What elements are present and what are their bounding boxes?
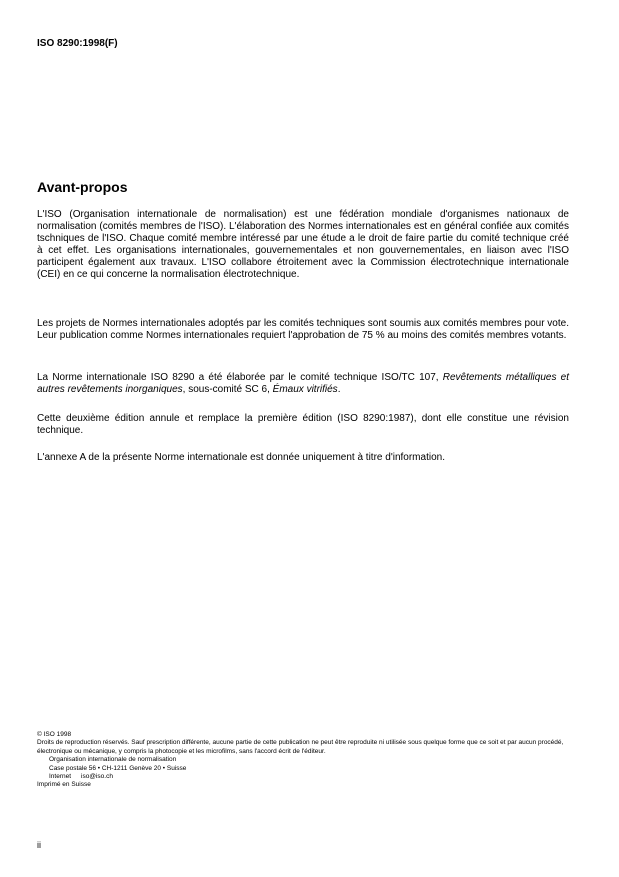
- page-number: ii: [37, 840, 41, 850]
- committee-title: Revêtements métalliques et autres revêtements inorganiques: [37, 372, 569, 395]
- paragraph-annex: L'annexe A de la présente Norme internationale est donnée uniquement à titre d'information.: [37, 452, 445, 463]
- committee-text-3: .: [337, 383, 341, 395]
- printed-in: Imprimé en Suisse: [37, 781, 91, 789]
- copyright-line: © ISO 1998: [37, 731, 72, 738]
- committee-text-2: , sous-comité SC 6,: [182, 383, 273, 395]
- subcommittee-title: Émaux vitrifiés: [272, 383, 338, 395]
- section-heading: Avant-propos: [37, 179, 128, 195]
- committee-text-1: La Norme internationale ISO 8290 a été élaborée par le comité technique ISO/TC 107,: [37, 372, 443, 383]
- internet-label: Internet: [49, 773, 72, 781]
- copyright-footer: [37, 731, 577, 790]
- paragraph-draft-approval: Les projets de Normes internationales adoptés par les comités techniques sont soumis aux comités membres pour vote. Leur publication comme Normes internationales requiert l'approbation de 75 % au moins des comités membres votants.: [37, 318, 569, 341]
- organization-name: Organisation internationale de normalisation: [49, 756, 177, 764]
- rights-statement: Droits de reproduction réservés. Sauf prescription différente, aucune partie de cette publication ne peut être reproduite ni utilisée sous quelque forme que ce soit et par aucun procédé, électronique ou mécanique, y compris la photocopie et les microfilms, sans l'accord écrit de l'éditeur.: [37, 739, 564, 755]
- paragraph-iso-description: L'ISO (Organisation internationale de normalisation) est une fédération mondiale d'organismes nationaux de normalisation (comités membres de l'ISO). L'élaboration des Normes internationales est en général confiée aux comités tschniques de l'ISO. Chaque comité membre intéressé par une étude a le droit de faire partie du comité technique créé à cet effet. Les organisations internationales, gouvernementales et non gouvernementales, en liaison avec l'ISO participent également aux travaux. L'ISO collabore étroitement avec la Commission électrotechnique internationale (CEI) en ce qui concerne la normalisation électrotechnique.: [37, 209, 569, 280]
- internet-email: iso@iso.ch: [81, 773, 113, 781]
- organization-address: Case postale 56 • CH-1211 Genève 20 • Suisse: [49, 764, 187, 772]
- internet-line: [37, 773, 577, 781]
- paragraph-edition: Cette deuxième édition annule et remplace la première édition (ISO 8290:1987), dont elle constitue une révision technique.: [37, 413, 569, 436]
- document-id-header: ISO 8290:1998(F): [37, 38, 118, 49]
- paragraph-committee: [37, 372, 569, 396]
